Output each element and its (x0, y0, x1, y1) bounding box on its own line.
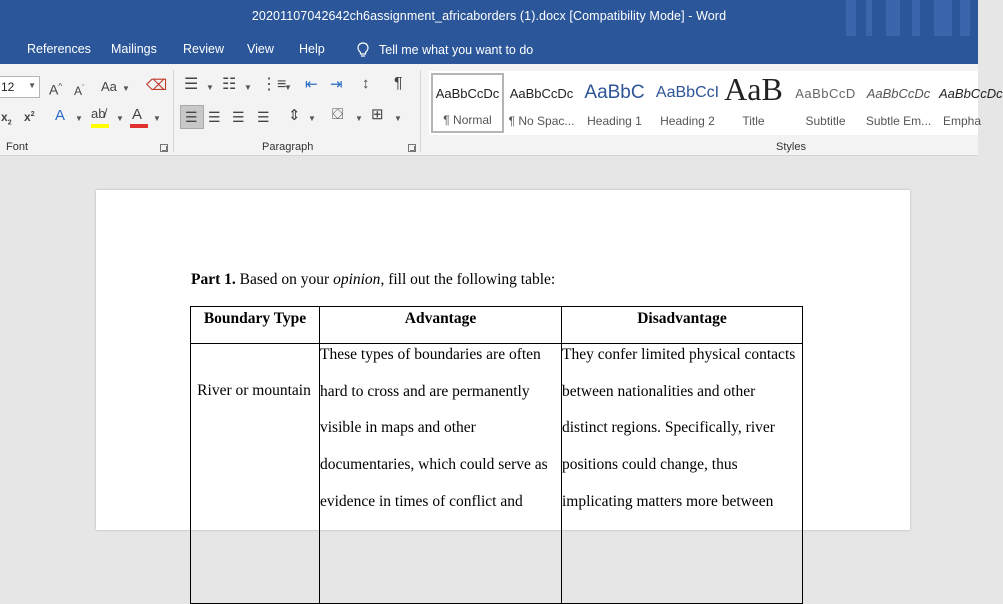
style-sample: AaBbCcI (655, 84, 720, 101)
boundary-table (190, 306, 803, 604)
paragraph-dialog-launcher-icon[interactable] (408, 144, 416, 152)
multilevel-list-icon[interactable]: ⋮≡ (261, 76, 287, 93)
part-1-instructions (191, 271, 555, 289)
table-row (191, 344, 803, 604)
style-normal[interactable] (431, 73, 504, 133)
font-size-select[interactable] (0, 76, 40, 98)
style-emphasis[interactable] (936, 73, 1003, 133)
clear-formatting-icon[interactable]: ⌫ (146, 77, 168, 94)
advantage-text: These types of boundaries are often hard to cross and are permanently visible in maps and other documentaries, which could serve as evidence in times of conflict and (320, 346, 548, 510)
bullets-icon[interactable]: ☰ (184, 76, 199, 93)
font-dialog-launcher-icon[interactable] (160, 144, 168, 152)
paragraph-group-label: Paragraph (262, 141, 314, 153)
style-name: Heading 1 (587, 114, 642, 128)
window-title: 20201107042642ch6assignment_africaborders (1).docx [Compatibility Mode] - Word (251, 9, 727, 23)
font-size-value: 12 (1, 80, 15, 94)
highlight-color-swatch (91, 124, 109, 128)
table-header: Advantage (320, 307, 562, 344)
tab-mailings[interactable]: Mailings (111, 42, 157, 56)
change-case-icon[interactable]: Aa (101, 79, 117, 94)
center-icon[interactable]: ☰ (208, 109, 221, 125)
borders-icon[interactable]: ⊞ (371, 106, 384, 123)
chevron-down-icon: ▼ (308, 114, 316, 123)
chevron-down-icon: ▼ (153, 114, 161, 123)
style-name: Subtle Em... (865, 114, 932, 128)
title-bar-pattern (838, 0, 978, 36)
chevron-down-icon: ▼ (28, 81, 36, 90)
style-name: Empha (943, 114, 982, 128)
style-subtle-emphasis[interactable] (862, 73, 935, 133)
style-sample: AaBbCcDc (435, 86, 500, 101)
style-sample: AaBbCcDc (866, 86, 931, 101)
tab-review[interactable]: Review (183, 42, 224, 56)
style-sample: AaBbCcDc (939, 86, 1003, 101)
align-right-icon[interactable]: ☰ (232, 109, 245, 125)
chevron-down-icon: ▼ (355, 114, 363, 123)
shading-icon[interactable]: ⛋ (332, 106, 344, 123)
style-name: ¶ No Spac... (508, 114, 575, 128)
tab-view[interactable]: View (247, 42, 274, 56)
chevron-down-icon: ▼ (284, 83, 292, 92)
intro-text-end: , fill out the following table: (380, 271, 556, 288)
style-name: Title (742, 114, 765, 128)
style-name: Heading 2 (660, 114, 715, 128)
tab-references[interactable]: References (27, 42, 91, 56)
table-header: Boundary Type (191, 307, 320, 344)
font-group-label: Font (6, 141, 29, 153)
style-name: Subtitle (805, 114, 846, 128)
align-left-icon: ☰ (185, 109, 198, 125)
part-label: Part 1. (191, 271, 236, 288)
table-cell (320, 344, 562, 604)
line-spacing-icon[interactable]: ⇕ (288, 107, 301, 124)
style-sample: AaBbCcDc (509, 86, 574, 101)
chevron-down-icon: ▼ (116, 114, 124, 123)
shrink-font-icon[interactable]: $A^ˇ$ (74, 84, 85, 98)
style-heading-2[interactable] (651, 73, 724, 133)
show-marks-icon[interactable]: ¶ (394, 75, 403, 92)
chevron-down-icon: ▼ (244, 83, 252, 92)
intro-italic: opinion (333, 271, 381, 288)
style-title[interactable] (717, 73, 790, 133)
tab-help[interactable]: Help (299, 42, 325, 56)
intro-text: Based on your (235, 271, 334, 288)
justify-icon[interactable]: ☰ (257, 109, 270, 125)
chevron-down-icon: ▼ (75, 114, 83, 123)
tell-me-search[interactable] (356, 42, 533, 58)
chevron-down-icon: ▼ (394, 114, 402, 123)
sort-icon[interactable]: ↕ (362, 75, 370, 92)
subscript-icon[interactable]: $x_2$ (1, 110, 12, 127)
style-sample: AaB (724, 71, 783, 107)
tell-me-label: Tell me what you want to do (379, 43, 534, 57)
style-sample: AaBbC (584, 82, 645, 103)
styles-group-label: Styles (776, 141, 806, 153)
highlight-icon[interactable]: ab̸ (91, 106, 106, 121)
title-bar (0, 0, 978, 36)
style-sample: AaBbCcD (795, 86, 856, 101)
ribbon-tabs (0, 36, 978, 64)
group-divider (420, 70, 421, 152)
style-name: ¶ Normal (443, 113, 492, 127)
style-subtitle[interactable] (789, 73, 862, 133)
grow-font-icon[interactable]: A^ (49, 81, 63, 98)
numbering-icon[interactable]: ☷ (222, 76, 237, 93)
font-color-icon[interactable]: A (132, 106, 143, 123)
chevron-down-icon: ▼ (122, 84, 130, 93)
style-no-spacing[interactable] (505, 73, 578, 133)
decrease-indent-icon[interactable]: ⇤ (305, 76, 318, 93)
lightbulb-icon (356, 42, 370, 58)
text-effects-icon[interactable]: A (55, 107, 66, 124)
boundary-type-text: River or mountain (197, 382, 311, 399)
table-header: Disadvantage (562, 307, 803, 344)
font-color-swatch (130, 124, 148, 128)
style-heading-1[interactable] (578, 73, 651, 133)
group-divider (173, 70, 174, 152)
table-cell (191, 344, 320, 604)
increase-indent-icon[interactable]: ⇥ (330, 76, 343, 93)
styles-gallery (429, 71, 1003, 135)
ribbon (0, 64, 1003, 156)
document-page[interactable] (96, 190, 910, 530)
chevron-down-icon: ▼ (206, 83, 214, 92)
table-cell (562, 344, 803, 604)
disadvantage-text: They confer limited physical contacts between nationalities and other distinct regions. Specifically, river positions could change, thus implicating matters more between (562, 346, 796, 510)
document-area (0, 157, 978, 525)
superscript-icon[interactable]: $x^2$ (24, 110, 35, 124)
